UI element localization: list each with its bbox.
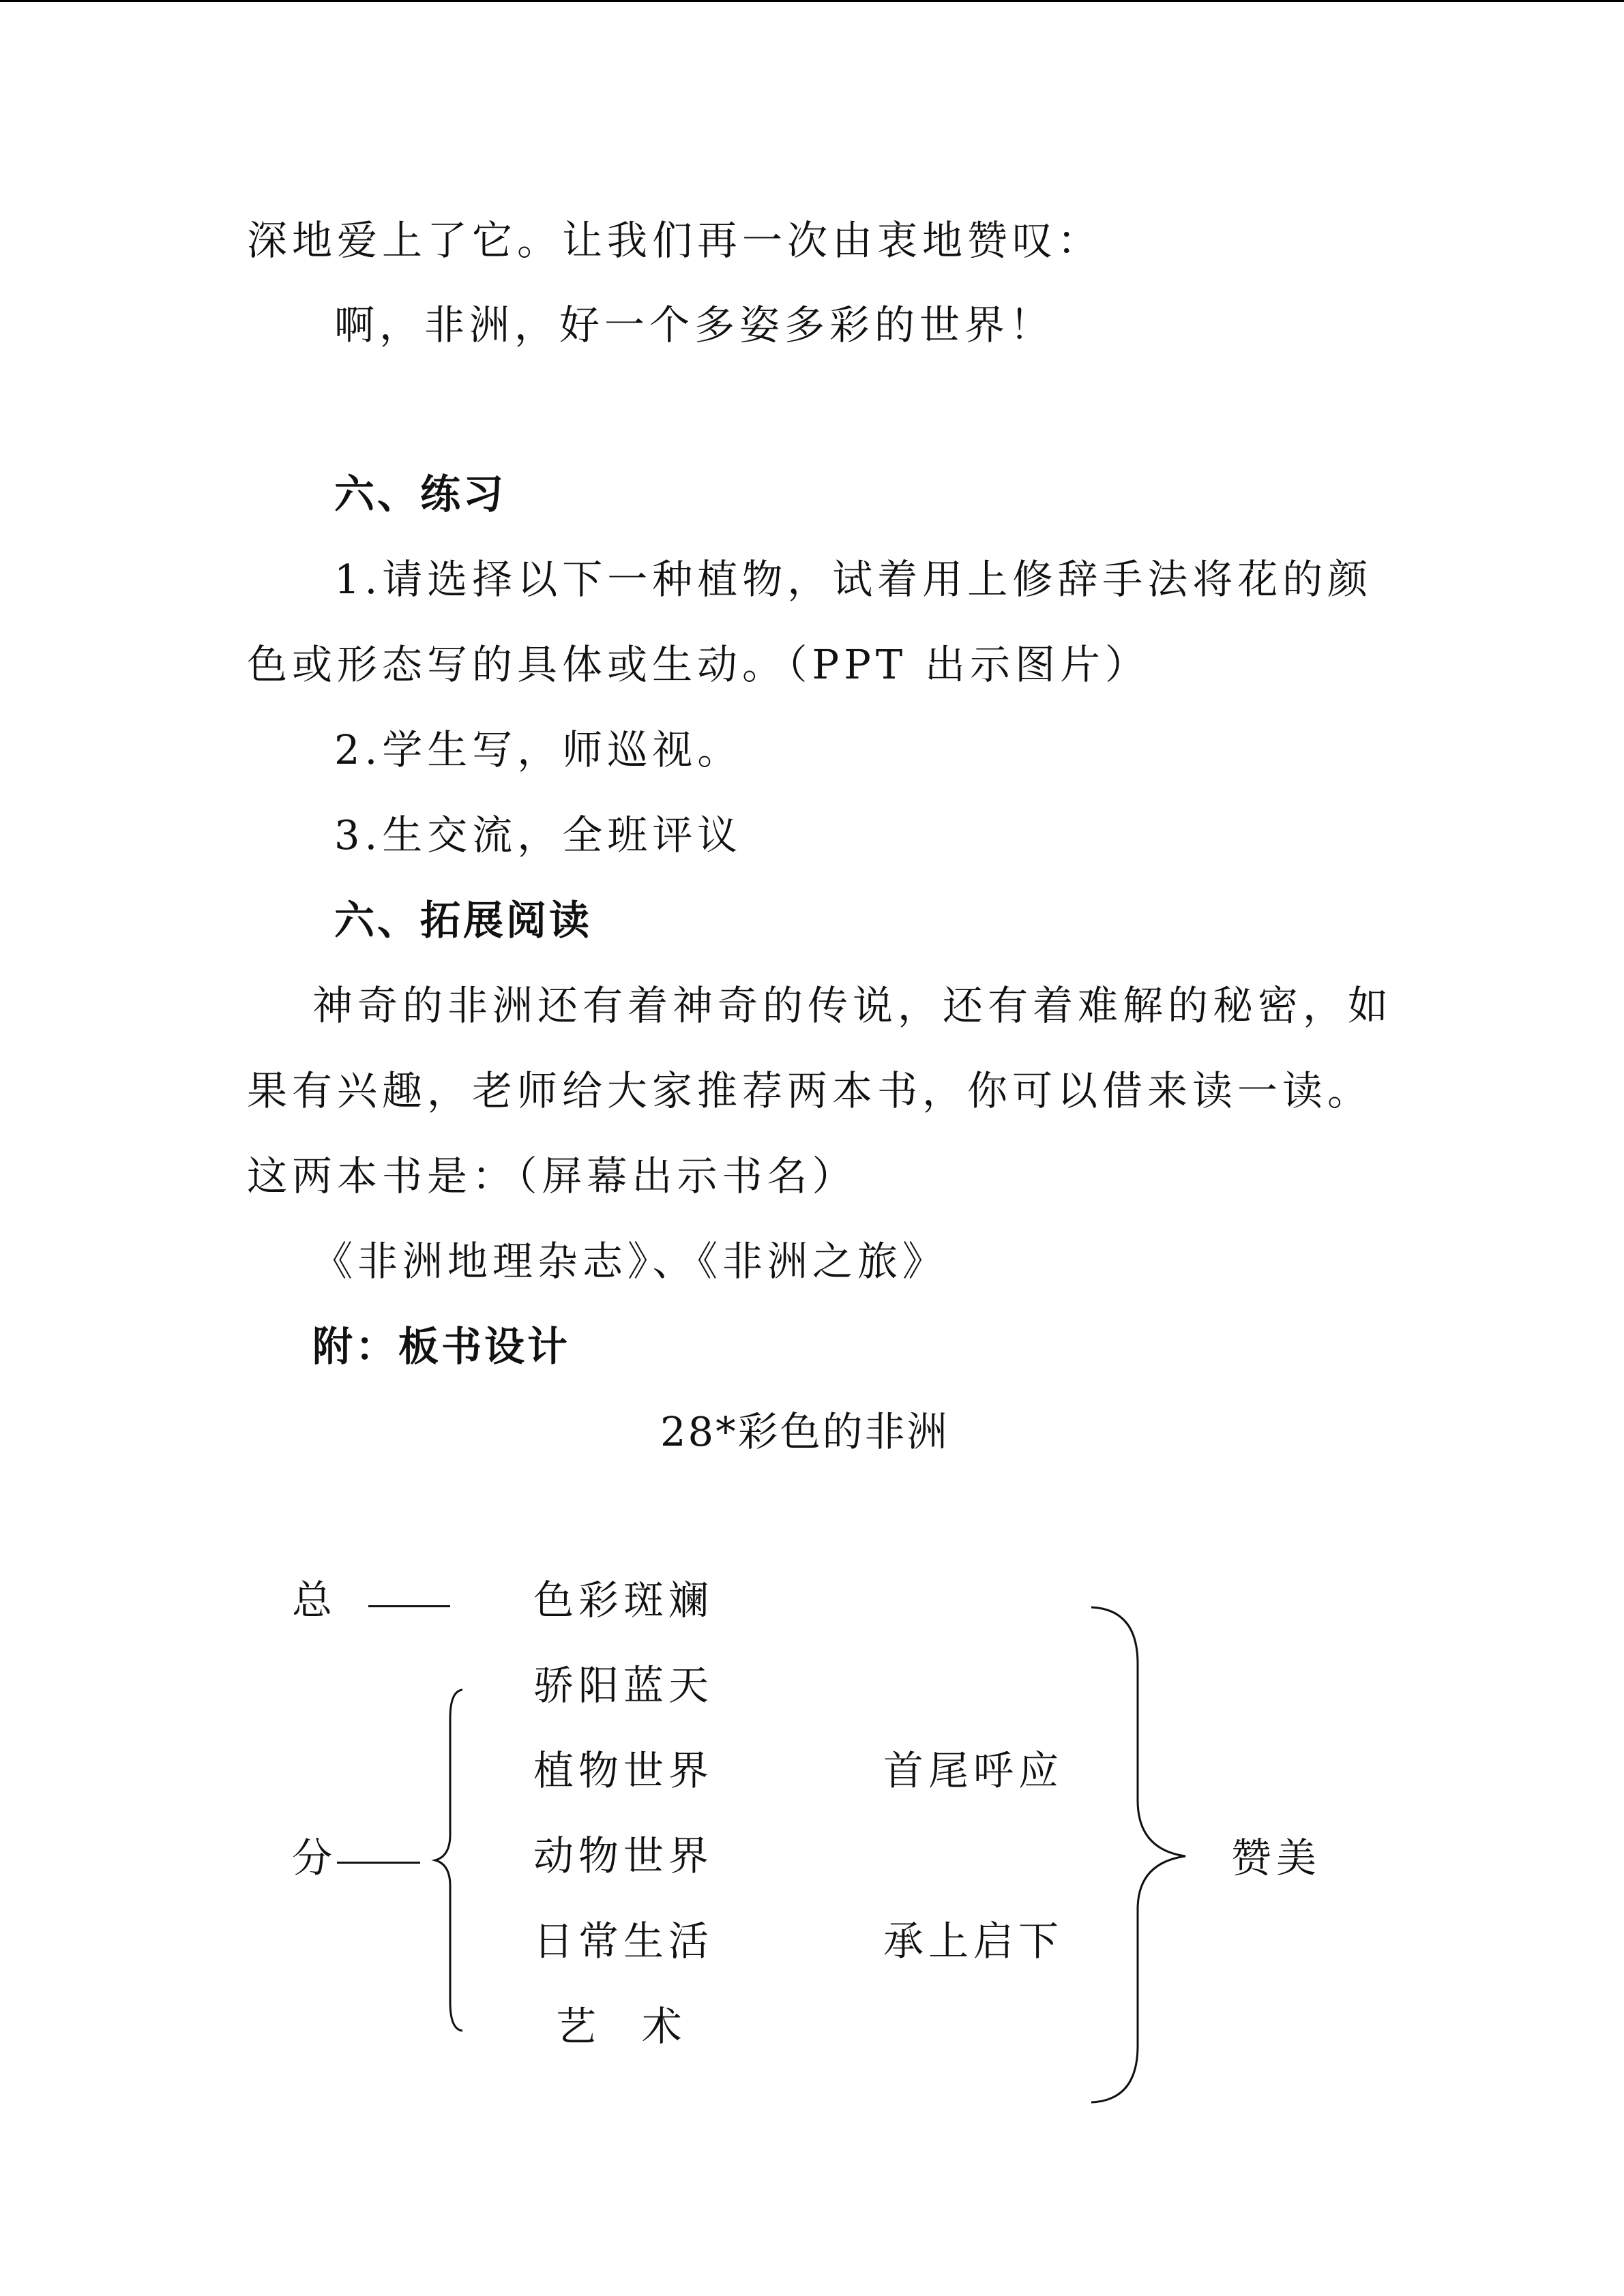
paragraph-line: 这两本书是：（屏幕出示书名） <box>247 1152 857 1199</box>
paragraph-line: 啊，非洲，好一个多姿多彩的世界！ <box>334 301 1055 348</box>
section-heading-practice: 六、练习 <box>334 471 507 518</box>
appendix-heading: 附：板书设计 <box>312 1323 571 1370</box>
paragraph-line: 果有兴趣，老师给大家推荐两本书，你可以借来读一读。 <box>247 1067 1373 1114</box>
board-item: 植物世界 <box>533 1747 714 1794</box>
board-result: 赞美 <box>1231 1834 1322 1881</box>
board-item: 艺 术 <box>556 2003 698 2050</box>
paragraph-line: 1.请选择以下一种植物，试着用上修辞手法将花的颜 <box>334 556 1373 603</box>
paragraph-line: 2.学生写，师巡视。 <box>334 726 743 773</box>
board-mid-label: 首尾呼应 <box>883 1747 1064 1794</box>
right-brace <box>1091 1607 1185 2102</box>
board-item: 日常生活 <box>533 1918 714 1965</box>
board-label-fen: 分 <box>292 1834 338 1881</box>
board-label-zong: 总 <box>292 1577 338 1624</box>
board-item: 动物世界 <box>533 1832 714 1879</box>
left-brace <box>435 1690 462 2031</box>
paragraph-line: 色或形态写的具体或生动。（PPT 出示图片） <box>247 641 1151 688</box>
board-item: 色彩斑斓 <box>533 1577 714 1624</box>
book-titles: 《非洲地理杂志》、《非洲之旅》 <box>312 1238 948 1285</box>
section-heading-reading: 六、拓展阅读 <box>334 897 593 944</box>
paragraph-line: 3.生交流，全班评议 <box>334 811 743 859</box>
board-title: 28*彩色的非洲 <box>660 1408 949 1455</box>
paragraph-line: 深地爱上了它。让我们再一次由衷地赞叹： <box>247 217 1103 264</box>
board-item: 骄阳蓝天 <box>533 1662 714 1709</box>
paragraph-line: 神奇的非洲还有着神奇的传说，还有着难解的秘密，如 <box>312 982 1393 1029</box>
board-mid-label: 承上启下 <box>883 1918 1064 1965</box>
